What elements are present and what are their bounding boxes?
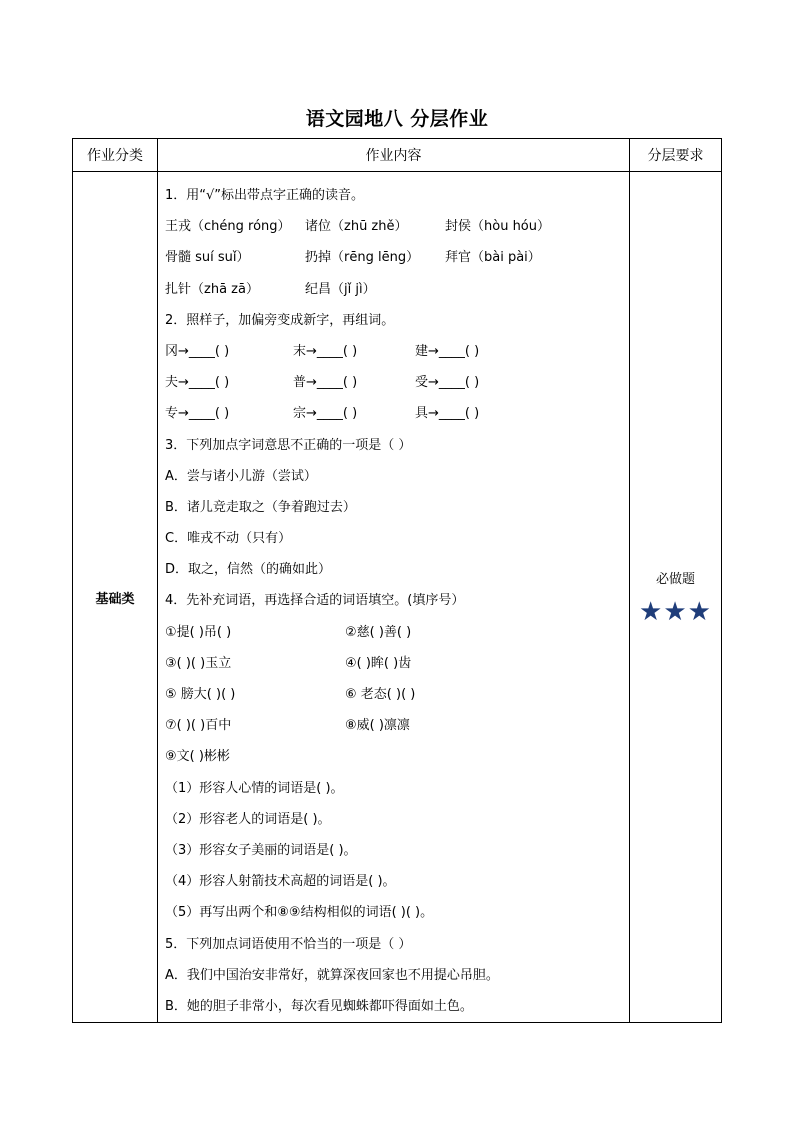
content-line xyxy=(165,617,629,648)
content-line xyxy=(165,274,629,305)
content-lines xyxy=(165,180,629,1022)
content-line xyxy=(165,398,629,429)
content-line xyxy=(165,929,629,960)
line-text: ④( )眸( )齿 xyxy=(345,655,412,671)
line-text: 冈→____( ) xyxy=(165,343,230,359)
line-text: （4）形容人射箭技术高超的词语是( )。 xyxy=(165,874,396,890)
content-line xyxy=(165,523,629,554)
content-line xyxy=(165,835,629,866)
line-text: 2．照样子，加偏旁变成新字，再组词。 xyxy=(165,312,395,328)
content-line xyxy=(165,866,629,897)
requirement-cell xyxy=(630,172,722,1023)
content-line xyxy=(165,430,629,461)
content-line xyxy=(165,180,629,211)
line-text: ⑧威( )凛凛 xyxy=(345,718,410,734)
line-text: 普→____( ) xyxy=(293,375,358,391)
content-line xyxy=(165,991,629,1022)
content-line xyxy=(165,897,629,928)
line-text: 具→____( ) xyxy=(415,406,480,422)
content-line xyxy=(165,367,629,398)
line-text: （5）再写出两个和⑧⑨结构相似的词语( )( )。 xyxy=(165,905,434,921)
star-rating-icon: ★★★ xyxy=(639,596,712,627)
line-text: 3．下列加点字词意思不正确的一项是（ ） xyxy=(165,437,412,453)
category-cell: 基础类 xyxy=(73,172,158,1023)
header-content: 作业内容 xyxy=(158,139,630,172)
content-line xyxy=(165,242,629,273)
line-text: ⑨文( )彬彬 xyxy=(165,749,230,765)
content-line xyxy=(165,554,629,585)
line-text: C．唯戎不动（只有） xyxy=(165,531,292,547)
line-text: 扎针（zhā zā） xyxy=(165,281,259,297)
header-requirement: 分层要求 xyxy=(630,139,722,172)
line-text: ③( )( )玉立 xyxy=(165,655,232,671)
homework-table xyxy=(72,138,722,1023)
line-text: 5．下列加点词语使用不恰当的一项是（ ） xyxy=(165,936,412,952)
line-text: 王戎（chéng róng） xyxy=(165,219,291,235)
line-text: A．我们中国治安非常好，就算深夜回家也不用提心吊胆。 xyxy=(165,967,499,983)
line-text: 封侯（hòu hóu） xyxy=(445,219,550,235)
line-text: 夫→____( ) xyxy=(165,375,230,391)
line-text: ②慈( )善( ) xyxy=(345,624,412,640)
line-text: 专→____( ) xyxy=(165,406,230,422)
table-header-row xyxy=(73,139,722,172)
line-text: ①提( )吊( ) xyxy=(165,624,232,640)
requirement-label: 必做题 xyxy=(655,571,695,587)
content-cell xyxy=(158,172,630,1023)
content-line xyxy=(165,741,629,772)
line-text: B．诸儿竞走取之（争着跑过去） xyxy=(165,499,356,515)
line-text: （2）形容老人的词语是( )。 xyxy=(165,811,331,827)
line-text: ⑥ 老态( )( ) xyxy=(345,687,416,702)
page-title: 语文园地八 分层作业 xyxy=(305,108,489,130)
content-line xyxy=(165,211,629,242)
line-text: A．尝与诸小儿游（尝试） xyxy=(165,468,317,484)
content-line xyxy=(165,679,629,710)
line-text: 纪昌（jǐ jì） xyxy=(305,281,376,297)
line-text: D．取之，信然（的确如此） xyxy=(165,562,332,578)
line-text: B．她的胆子非常小，每次看见蜘蛛都吓得面如土色。 xyxy=(165,998,473,1014)
content-line xyxy=(165,960,629,991)
line-text: 拜官（bài pài） xyxy=(445,250,541,266)
content-line xyxy=(165,773,629,804)
content-line xyxy=(165,648,629,679)
line-text: 末→____( ) xyxy=(293,343,358,359)
content-line xyxy=(165,710,629,741)
content-line xyxy=(165,461,629,492)
line-text: 诸位（zhū zhě） xyxy=(305,219,408,235)
content-line xyxy=(165,336,629,367)
table-row xyxy=(73,172,722,1023)
line-text: 宗→____( ) xyxy=(293,406,358,422)
line-text: （1）形容人心情的词语是( )。 xyxy=(165,780,344,796)
content-line xyxy=(165,492,629,523)
line-text: 扔掉（rēng lēng） xyxy=(305,250,420,266)
line-text: ⑦( )( )百中 xyxy=(165,718,232,734)
header-category: 作业分类 xyxy=(73,139,158,172)
content-line xyxy=(165,804,629,835)
content-line xyxy=(165,305,629,336)
line-text: 骨髓 suí suǐ） xyxy=(165,250,250,266)
line-text: 建→____( ) xyxy=(415,343,480,359)
line-text: ⑤ 膀大( )( ) xyxy=(165,687,236,702)
line-text: 受→____( ) xyxy=(415,375,480,391)
line-text: 4．先补充词语，再选择合适的词语填空。(填序号） xyxy=(165,593,465,609)
line-text: （3）形容女子美丽的词语是( )。 xyxy=(165,842,357,858)
line-text: 1．用“√”标出带点字正确的读音。 xyxy=(165,188,365,203)
content-line xyxy=(165,585,629,616)
